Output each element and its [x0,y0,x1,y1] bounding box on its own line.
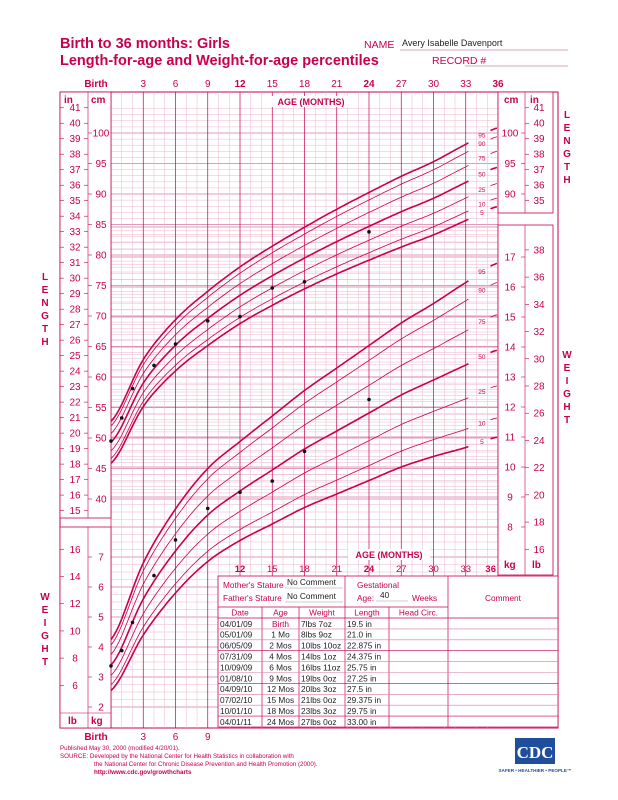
in-tick-label: 21 [69,413,81,425]
table-cell-length: 27.25 in [347,673,377,684]
in-tick-label: 35 [69,196,81,208]
age-tick-bottom: 9 [204,732,211,743]
weight-axis-title: W [562,350,572,361]
weight-measurement-point [152,574,156,578]
table-cell-weight: 14lbs 1oz [301,651,337,662]
cm-unit-label: cm [91,95,106,106]
in-tick-label: 41 [69,103,81,115]
cm-tick-label: 60 [95,372,107,384]
lb-tick-label: 38 [533,245,545,257]
table-cell-length: 22.875 in [347,640,382,651]
kg-tick-label: 12 [504,402,516,414]
in-tick-label: 15 [69,506,81,518]
table-cell-length: 25.75 in [347,662,377,673]
lb-unit-label: lb [68,716,77,727]
lb-tick-label: 20 [533,490,545,502]
age-tick-top: 12 [234,79,246,90]
cm-tick-label: 75 [95,281,107,292]
age-tick-top: 36 [492,79,504,90]
in-tick-label: 37 [533,165,545,177]
weight-axis-title: H [41,644,49,655]
weight-measurement-point [109,664,113,668]
gestational-unit: Weeks [412,593,438,603]
logo-text: CDC [516,743,554,762]
length-percentile-label: 75 [478,155,486,163]
table-cell-weight: 10lbs 10oz [301,640,342,651]
table-cell-weight: 8lbs 9oz [301,629,332,640]
in-tick-label: 27 [69,320,81,332]
table-cell-age: 2 Mos [269,640,292,651]
column-header: Weight [309,607,335,618]
in-tick-label: 39 [69,134,81,146]
age-tick-top: 18 [298,79,311,90]
table-cell-age: 18 Mos [266,706,295,716]
age-tick-top: 33 [460,79,472,90]
lb-tick-label: 32 [533,327,545,339]
table-cell-weight: 19lbs 0oz [301,673,337,684]
lb-tick-label: 30 [533,354,545,366]
table-cell-age: 15 Mos [266,695,295,706]
length-measurement-point [303,280,307,284]
weight-curve-p25-end [491,386,497,388]
age-tick-top: 6 [172,79,179,90]
lb-tick-label: 34 [533,299,545,311]
cm-unit-label: cm [504,95,519,106]
table-cell-length: 24.375 in [347,651,382,662]
cm-tick-label: 90 [95,189,107,201]
in-tick-label: 26 [69,335,81,347]
lb-tick-label: 36 [533,272,545,284]
in-tick-label: 31 [69,258,81,270]
in-tick-label: 38 [69,149,81,161]
in-tick-label: 41 [533,103,545,115]
table-cell-age: 12 Mos [266,684,295,695]
lb-tick-label: 22 [533,463,545,475]
kg-tick-label: 3 [98,672,104,684]
kg-tick-label: 17 [504,252,516,264]
age-title-lower: AGE (MONTHS) [355,550,423,560]
length-axis-title: T [41,324,49,335]
age-tick-bottom: 6 [172,732,179,743]
length-percentile-label: 10 [478,201,486,209]
age-tick-top: 30 [427,79,440,90]
kg-tick-label: 6 [98,582,104,594]
in-tick-label: 29 [69,289,81,301]
mother-stature-value[interactable]: No Comment [287,577,336,587]
cm-tick-label: 95 [95,159,107,170]
record-label: RECORD # [432,55,487,67]
age-tick-top: 27 [395,79,407,90]
source-line2: the National Center for Chronic Disease Prevention and Health Promotion (2000). [94,761,318,768]
length-measurement-point [238,315,242,319]
table-cell-age: 1 Mo [271,629,290,640]
measurement-table [218,576,558,727]
length-percentile-label: 5 [480,210,484,218]
table-cell-age: Birth [271,618,290,629]
lb-tick-label: 16 [533,544,545,556]
kg-tick-label: 10 [504,462,516,474]
cm-tick-label: 45 [95,464,107,475]
length-percentile-label: 90 [478,141,486,149]
logo-tagline: SAFER • HEALTHIER • PEOPLE™ [498,768,572,773]
kg-tick-label: 15 [504,312,516,324]
gestational-age-value[interactable]: 40 [380,590,390,600]
table-cell-date: 07/31/09 [220,651,253,662]
in-tick-label: 40 [533,118,545,130]
cm-tick-label: 95 [504,159,516,170]
cm-tick-label: 50 [95,433,107,445]
table-cell-age: 9 Mos [269,673,292,684]
weight-axis-title: E [41,605,49,616]
length-axis-title: L [563,110,571,121]
cdc-url-link[interactable]: http://www.cdc.gov/growthcharts [94,769,192,776]
length-measurement-point [367,230,371,234]
weight-curve-p10-end [491,418,497,420]
kg-tick-label: 5 [98,612,104,624]
age-tick-lower: 24 [363,564,375,575]
in-tick-label: 36 [69,180,81,192]
weight-curve-p50-end [491,350,497,352]
weight-percentile-label: 95 [478,268,486,276]
table-cell-date: 04/01/09 [220,618,253,629]
father-stature-label: Father's Stature [223,593,282,603]
length-axis-title: L [41,272,49,283]
length-axis-title: H [41,337,49,348]
lb-tick-label: 28 [533,381,545,393]
weight-measurement-point [206,507,210,511]
table-cell-age: 24 Mos [266,716,295,727]
in-tick-label: 38 [533,149,545,161]
table-cell-weight: 16lbs 11oz [301,662,341,673]
lb-unit-label: lb [532,560,541,571]
length-axis-title: E [41,285,49,296]
in-tick-label: 33 [69,227,81,239]
lb-tick-label: 6 [72,680,78,692]
table-cell-length: 21.0 in [347,629,372,640]
table-cell-date: 10/01/10 [220,706,253,716]
length-measurement-point [152,364,156,368]
in-tick-label: 36 [533,180,545,192]
table-cell-age: 6 Mos [269,662,292,673]
age-tick-top: 24 [363,79,375,90]
in-tick-label: 30 [69,273,81,285]
kg-unit-label: kg [91,716,103,727]
length-curve-p90-end [491,137,497,139]
table-cell-length: 19.5 in [347,618,372,629]
weight-axis-title: H [563,402,571,413]
age-tick-top: 9 [204,79,211,90]
length-percentile-label: 50 [478,171,486,179]
kg-tick-label: 14 [504,342,516,354]
kg-tick-label: 2 [98,702,104,714]
age-tick-lower: 18 [299,564,310,575]
kg-tick-label: 8 [507,522,513,534]
length-axis-title: T [563,162,571,173]
weight-measurement-point [174,538,178,542]
age-tick-lower: 21 [331,564,343,575]
length-measurement-point [131,387,135,391]
in-tick-label: 35 [533,196,545,208]
cm-tick-label: 100 [92,128,110,140]
column-header: Date [231,607,249,618]
name-value[interactable]: Avery Isabelle Davenport [402,38,503,48]
age-tick-lower: 27 [395,564,407,575]
weight-axis-title: G [563,389,571,400]
table-cell-date: 10/09/09 [220,662,253,673]
in-tick-label: 39 [533,134,545,146]
age-tick-top: 15 [266,79,278,90]
lb-tick-label: 10 [69,626,81,638]
weight-axis-title: I [565,376,569,387]
comment-header: Comment [485,593,521,603]
name-label: NAME [364,39,395,51]
lb-tick-label: 26 [533,408,545,420]
cm-tick-label: 90 [504,189,516,201]
kg-unit-label: kg [504,560,516,571]
weight-percentile-label: 75 [478,319,486,327]
source-line1: SOURCE: Developed by the National Center for Health Statistics in collaboration with [60,753,294,760]
cm-tick-label: 80 [95,250,107,262]
in-unit-label: in [64,95,73,106]
gestational-label: Gestational [357,580,399,590]
length-curve-p95-end [491,128,497,130]
in-tick-label: 18 [69,459,81,471]
weight-axis-title: W [40,592,50,603]
length-axis-title: N [563,136,571,147]
lb-tick-label: 14 [69,571,81,583]
mother-stature-label: Mother's Stature [223,580,284,590]
table-cell-date: 04/09/10 [220,684,253,695]
weight-measurement-point [131,621,135,625]
weight-percentile-label: 50 [478,354,486,362]
left-length-axis [60,92,111,518]
length-curve-p75-end [491,151,497,153]
cm-tick-label: 55 [95,403,107,414]
table-cell-weight: 23lbs 3oz [301,706,337,716]
cm-tick-label: 65 [95,342,107,353]
title-line1: Birth to 36 months: Girls [60,36,230,52]
table-cell-date: 01/08/10 [220,673,253,684]
in-tick-label: 23 [69,382,81,394]
in-tick-label: 28 [69,304,81,316]
cm-tick-label: 85 [95,220,107,231]
kg-tick-label: 4 [98,642,104,654]
lb-tick-label: 12 [69,599,81,611]
in-tick-label: 25 [69,351,81,363]
length-measurement-point [120,416,124,420]
in-tick-label: 32 [69,242,81,254]
weight-percentile-label: 25 [478,388,486,396]
age-tick-bottom: Birth [84,732,108,743]
in-tick-label: 40 [69,118,81,130]
in-tick-label: 20 [69,428,81,440]
length-axis-title: N [41,298,49,309]
weight-axis-title: G [41,631,49,642]
table-cell-weight: 21lbs 0oz [301,695,337,706]
cm-tick-label: 40 [95,494,107,506]
in-tick-label: 37 [69,165,81,177]
column-header: Head Circ. [398,607,439,618]
table-cell-date: 04/01/11 [220,716,252,727]
table-cell-age: 4 Mos [269,651,292,662]
table-cell-length: 33.00 in [347,716,377,727]
weight-curve-p90-end [491,283,497,286]
kg-tick-label: 16 [504,282,516,294]
age-tick-top: Birth [84,79,108,90]
lb-tick-label: 8 [72,653,78,665]
age-tick-lower: 15 [266,564,278,575]
table-cell-length: 29.375 in [347,695,382,706]
title-line2: Length-for-age and Weight-for-age percentiles [60,53,379,69]
length-percentile-label: 25 [478,187,486,195]
in-tick-label: 17 [69,475,81,487]
weight-percentile-label: 10 [478,420,486,428]
length-percentile-label: 95 [478,132,486,140]
length-axis-title: G [563,149,571,160]
table-cell-length: 27.5 in [347,684,372,695]
age-tick-bottom: 3 [140,732,147,743]
weight-measurement-point [367,398,371,402]
weight-measurement-point [238,490,242,494]
cm-tick-label: 70 [95,311,107,323]
length-measurement-point [270,286,274,290]
age-tick-lower: 12 [234,564,246,575]
age-tick-top: 21 [331,79,343,90]
table-cell-date: 05/01/09 [220,629,253,640]
lb-tick-label: 18 [533,517,545,529]
weight-axis-title: T [41,657,49,668]
age-tick-top: 3 [140,79,147,90]
weight-percentile-label: 90 [478,287,486,295]
in-unit-label: in [530,95,539,106]
weight-axis-title: E [563,363,571,374]
column-header: Age [273,607,288,618]
weight-curve-p5-end [491,437,497,439]
in-tick-label: 24 [69,366,81,378]
cdc-logo [498,738,571,773]
father-stature-value[interactable]: No Comment [287,591,336,601]
length-curve-p25-end [491,184,497,186]
length-axis-title: E [563,123,571,134]
length-measurement-point [109,439,113,443]
weight-measurement-point [120,649,124,653]
published-note: Published May 30, 2000 (modified 4/20/01). [60,745,180,752]
weight-percentile-label: 5 [480,439,484,447]
age-title-top: AGE (MONTHS) [277,97,345,107]
table-cell-date: 06/05/09 [220,640,253,651]
age-tick-lower: 36 [485,564,496,575]
column-header: Length [354,607,380,618]
table-cell-weight: 20lbs 3oz [301,684,337,695]
length-measurement-point [206,319,210,323]
length-curve-p5-end [491,207,497,209]
kg-tick-label: 11 [504,432,516,444]
lb-tick-label: 24 [533,435,545,447]
in-tick-label: 22 [69,397,81,409]
weight-measurement-point [303,450,307,454]
gestational-age-label: Age: [357,593,375,603]
kg-tick-label: 13 [504,372,516,384]
length-measurement-point [174,342,178,346]
table-cell-length: 29.75 in [347,706,377,716]
table-cell-weight: 7lbs 7oz [301,618,332,629]
weight-measurement-point [270,479,274,483]
age-tick-lower: 33 [460,564,472,575]
table-cell-date: 07/02/10 [220,695,253,706]
length-axis-title: G [41,311,49,322]
in-tick-label: 19 [69,444,81,456]
age-tick-lower: 30 [428,564,439,575]
kg-tick-label: 9 [507,492,513,504]
in-tick-label: 34 [69,211,81,223]
length-axis-title: H [563,175,571,186]
lb-tick-label: 16 [69,544,81,556]
weight-axis-title: T [563,415,571,426]
weight-axis-title: I [43,618,47,629]
cm-tick-label: 100 [501,128,519,140]
kg-tick-label: 7 [98,552,104,564]
table-cell-weight: 27lbs 0oz [301,716,337,727]
in-tick-label: 16 [69,490,81,502]
